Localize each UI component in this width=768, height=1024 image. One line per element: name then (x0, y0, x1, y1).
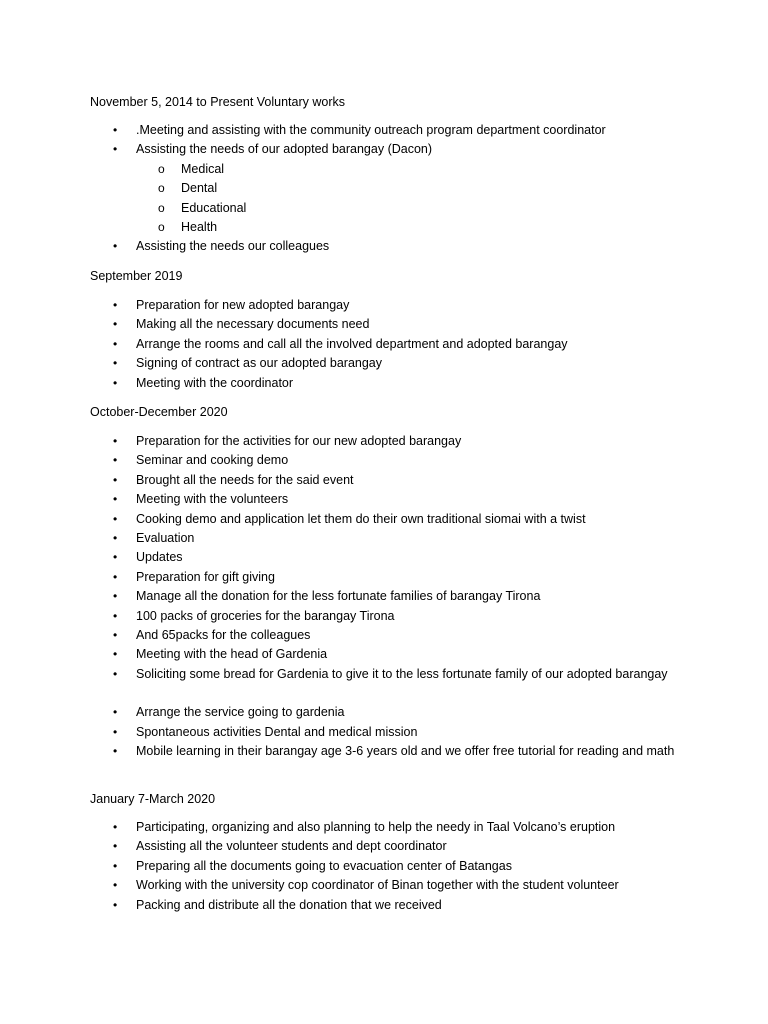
list-item (0, 896, 768, 915)
list-item (0, 296, 768, 315)
list-item (0, 626, 768, 645)
bullet-glyph: • (113, 492, 118, 507)
bullet-list (0, 432, 768, 781)
list-item (0, 818, 768, 837)
list-item-text: Preparation for the activities for our new adopted barangay (136, 434, 462, 448)
bullet-list (0, 296, 768, 393)
bullet-glyph: • (113, 666, 118, 681)
list-item-text: Mobile learning in their barangay age 3-6 years old and we offer free tutorial for reading and math (136, 744, 675, 759)
sub-list-item (0, 160, 768, 179)
bullet-glyph: • (113, 375, 118, 390)
section-heading: January 7-March 2020 (90, 792, 216, 806)
list-item (0, 857, 768, 876)
list-item (0, 121, 768, 140)
bullet-glyph: • (113, 530, 118, 545)
list-item-text: Meeting with the volunteers (136, 492, 289, 507)
list-item-text: Arrange the rooms and call all the involved department and adopted barangay (136, 336, 568, 351)
section-heading: September 2019 (90, 269, 183, 283)
sub-bullet-glyph: o (158, 181, 165, 196)
list-item (0, 607, 768, 626)
list-item (0, 742, 768, 781)
bullet-glyph: • (113, 550, 118, 565)
sub-bullet-glyph: o (158, 219, 165, 234)
list-item-text: Preparing all the documents going to evacuation center of Batangas (136, 858, 512, 873)
list-item-text: Preparation for new adopted barangay (136, 298, 350, 312)
section-heading: November 5, 2014 to Present Voluntary works (90, 95, 345, 109)
list-item-text: Packing and distribute all the donation that we received (136, 897, 442, 912)
bullet-glyph: • (113, 878, 118, 893)
bullet-glyph: • (113, 744, 118, 759)
list-item (0, 335, 768, 354)
list-item (0, 837, 768, 856)
list-item-text: Preparation for gift giving (136, 569, 275, 584)
bullet-list (0, 121, 768, 257)
sub-list-item (0, 218, 768, 237)
bullet-glyph: • (113, 627, 118, 642)
list-item (0, 237, 768, 256)
bullet-glyph: • (113, 724, 118, 739)
bullet-glyph: • (113, 123, 118, 137)
list-item-text: Arrange the service going to gardenia (136, 705, 345, 720)
bullet-glyph: • (113, 705, 118, 720)
list-item-text: Soliciting some bread for Gardenia to give it to the less fortunate family of our adopted barangay (136, 666, 668, 681)
list-item-text: Assisting the needs of our adopted barangay (Dacon) (136, 142, 433, 157)
list-item-text: Meeting with the coordinator (136, 375, 294, 390)
list-item (0, 723, 768, 742)
bullet-glyph: • (113, 142, 118, 157)
sub-list-item-text: Educational (181, 200, 247, 215)
list-item (0, 703, 768, 722)
list-item (0, 510, 768, 529)
list-item (0, 140, 768, 159)
list-item (0, 471, 768, 490)
sub-list-item-text: Health (181, 219, 218, 234)
list-item-text: Making all the necessary documents need (136, 317, 370, 332)
list-item (0, 432, 768, 451)
bullet-glyph: • (113, 897, 118, 912)
list-item-text: Manage all the donation for the less fortunate families of barangay Tirona (136, 589, 541, 604)
bullet-glyph: • (113, 569, 118, 584)
bullet-glyph: • (113, 317, 118, 332)
list-item-text: Participating, organizing and also planning to help the needy in Taal Volcano’s eruption (136, 820, 616, 834)
bullet-glyph: • (113, 356, 118, 371)
list-item (0, 354, 768, 373)
list-item-text: Meeting with the head of Gardenia (136, 647, 328, 662)
list-item (0, 529, 768, 548)
list-item-text: Working with the university cop coordinator of Binan together with the student volunteer (136, 878, 619, 893)
list-item (0, 374, 768, 393)
list-item-text: Brought all the needs for the said event (136, 472, 354, 487)
sub-list-item-text: Dental (181, 181, 218, 196)
bullet-glyph: • (113, 239, 118, 254)
sub-bullet-glyph: o (158, 200, 165, 215)
list-item (0, 568, 768, 587)
list-item (0, 587, 768, 606)
bullet-glyph: • (113, 298, 118, 312)
list-item-text: Updates (136, 550, 183, 565)
sub-list-item-text: Medical (181, 161, 225, 176)
bullet-glyph: • (113, 647, 118, 662)
list-item-text: Cooking demo and application let them do their own traditional siomai with a twist (136, 511, 586, 526)
list-item-text: Assisting all the volunteer students and dept coordinator (136, 839, 447, 854)
section-heading: October-December 2020 (90, 405, 228, 419)
list-item-text: And 65packs for the colleagues (136, 627, 311, 642)
list-item-text: .Meeting and assisting with the community outreach program department coordinator (136, 123, 606, 137)
list-item (0, 315, 768, 334)
list-item-text: 100 packs of groceries for the barangay Tirona (136, 608, 395, 623)
bullet-glyph: • (113, 511, 118, 526)
list-item-text: Assisting the needs our colleagues (136, 239, 330, 254)
bullet-glyph: • (113, 589, 118, 604)
bullet-list (0, 818, 768, 915)
bullet-glyph: • (113, 336, 118, 351)
list-item (0, 876, 768, 895)
sub-list-item (0, 199, 768, 218)
list-item-text: Seminar and cooking demo (136, 453, 289, 468)
list-item-text: Evaluation (136, 530, 195, 545)
list-item (0, 548, 768, 567)
bullet-glyph: • (113, 472, 118, 487)
bullet-glyph: • (113, 858, 118, 873)
list-item (0, 490, 768, 509)
bullet-glyph: • (113, 434, 118, 448)
list-item-text: Spontaneous activities Dental and medical mission (136, 724, 418, 739)
list-item (0, 645, 768, 664)
list-item-text: Signing of contract as our adopted barangay (136, 356, 383, 371)
list-item (0, 665, 768, 704)
bullet-glyph: • (113, 820, 118, 834)
sub-list-item (0, 179, 768, 198)
list-item (0, 451, 768, 470)
bullet-glyph: • (113, 453, 118, 468)
bullet-glyph: • (113, 608, 118, 623)
bullet-glyph: • (113, 839, 118, 854)
sub-bullet-glyph: o (158, 161, 165, 176)
